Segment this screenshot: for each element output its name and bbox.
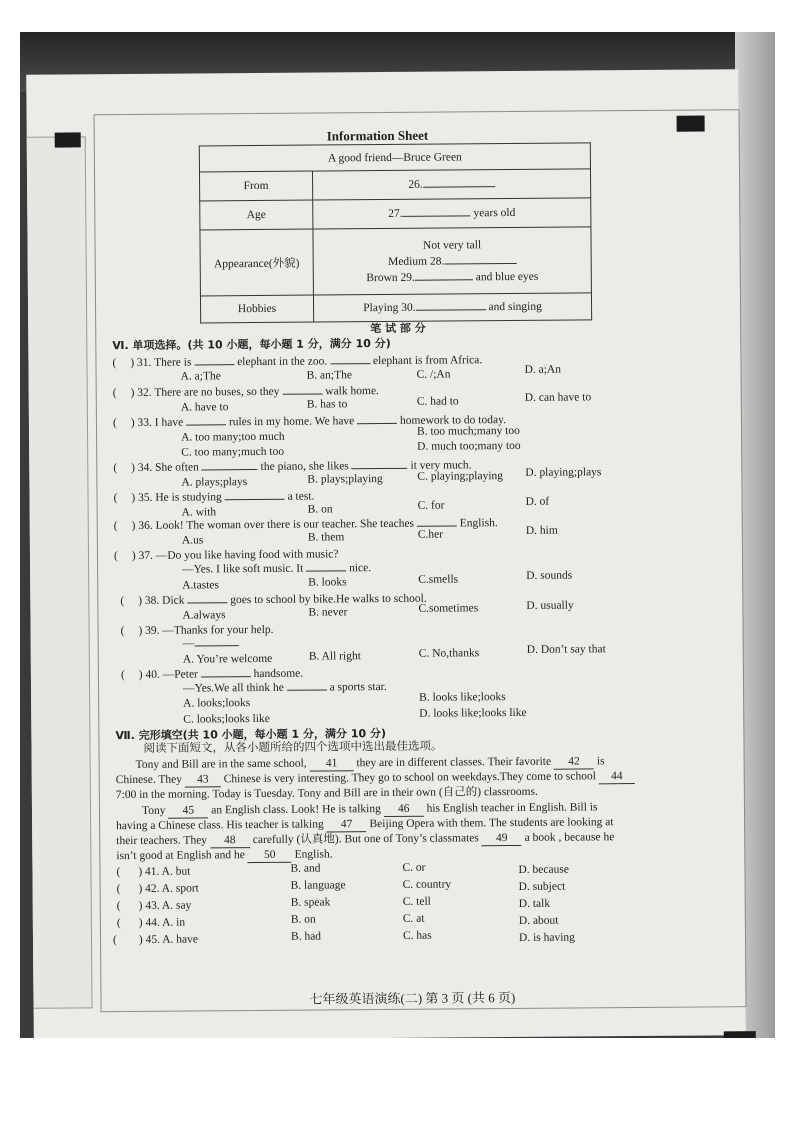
q37-option-c[interactable]: C.smells [418, 573, 459, 586]
cloze-43: ( ) 43. A. say [116, 899, 192, 913]
row-value-appearance: Not very tall Medium 28. Brown 29. and blue eyes [313, 227, 592, 295]
q34-option-a[interactable]: A. plays;plays [181, 476, 248, 489]
q37-option-a[interactable]: A.tastes [182, 579, 220, 592]
q38-option-a[interactable]: A.always [182, 609, 226, 622]
section7-heading: Ⅶ. 完形填空(共 10 小题，每小题 1 分，满分 10 分) [115, 727, 387, 743]
q35-option-c[interactable]: C. for [417, 499, 445, 512]
q38-option-b[interactable]: B. never [308, 606, 348, 619]
section6-heading: Ⅵ. 单项选择。(共 10 小题，每小题 1 分，满分 10 分) [112, 336, 391, 353]
passage-blank-46[interactable]: 46 [384, 803, 424, 817]
q36-option-c[interactable]: C.her [417, 528, 444, 541]
cloze-43-option-b[interactable]: B. speak [290, 896, 331, 909]
cloze-41-option-b[interactable]: B. and [290, 862, 321, 875]
q37-option-d[interactable]: D. sounds [526, 569, 573, 582]
section7-instruction: 阅读下面短文，从各小题所给的四个选项中选出最佳选项。 [143, 740, 443, 755]
q38-blank[interactable] [187, 602, 227, 603]
q39-option-a[interactable]: A. You’re welcome [182, 652, 273, 666]
q34-option-d[interactable]: D. playing;plays [525, 466, 602, 479]
cloze-42-option-b[interactable]: B. language [290, 879, 346, 892]
q38-option-d[interactable]: D. usually [526, 599, 574, 612]
q39-blank[interactable] [194, 645, 238, 646]
q40-stem: ( ) 40. —Peter handsome. [120, 667, 304, 682]
q32-option-c[interactable]: C. had to [416, 395, 459, 408]
passage-line-5: having a Chinese class. His teacher is talking 47 Beijing Opera with them. The students are looking at [116, 816, 614, 833]
q38-option-c[interactable]: C.sometimes [418, 602, 479, 615]
passage-line-1: Tony and Bill are in the same school, 41 they are in different classes. Their favorite 42 is [135, 755, 605, 771]
q32-option-b[interactable]: B. has to [306, 398, 348, 411]
cloze-44-option-d[interactable]: D. about [518, 914, 559, 927]
q40-blank-2[interactable] [287, 689, 327, 690]
row-label-from: From [199, 171, 312, 201]
q31-option-b[interactable]: B. an;The [306, 369, 352, 382]
q36-stem: ( ) 36. Look! The woman over there is our teacher. She teaches English. [113, 517, 498, 533]
passage-blank-47[interactable]: 47 [327, 818, 367, 832]
cloze-44-option-b[interactable]: B. on [290, 913, 316, 926]
q34-blank-2[interactable] [352, 468, 408, 469]
cloze-42: ( ) 42. A. sport [116, 882, 199, 896]
q32-stem: ( ) 32. There are no buses, so they walk home. [112, 385, 379, 400]
q35-stem: ( ) 35. He is studying a test. [113, 490, 315, 505]
cloze-43-option-c[interactable]: C. tell [402, 895, 431, 908]
left-binding-strip [27, 136, 93, 1008]
q39-option-d[interactable]: D. Don’t say that [526, 643, 606, 656]
cloze-42-option-d[interactable]: D. subject [518, 880, 566, 893]
passage-line-2: Chinese. They 43 Chinese is very interesting. They go to school on weekdays.They come to school 44 [116, 770, 635, 788]
row-label-age: Age [200, 200, 313, 230]
q37-line2: —Yes. I like soft music. It nice. [182, 562, 372, 576]
passage-line-3: 7:00 in the morning. Today is Tuesday. Tony and Bill are in their own (自己的) classrooms. [115, 785, 538, 802]
q33-blank-1[interactable] [186, 424, 226, 425]
q33-option-c[interactable]: C. too many;much too [181, 445, 285, 459]
page-footer: 七年级英语演练(二) 第 3 页 (共 6 页) [309, 989, 516, 1007]
row-value-from: 26. [312, 169, 590, 200]
q33-option-d[interactable]: D. much too;many too [417, 439, 521, 453]
q40-option-b[interactable]: B. looks like;looks [419, 691, 506, 704]
q32-option-a[interactable]: A. have to [180, 401, 229, 414]
cloze-45-option-c[interactable]: C. has [402, 929, 432, 942]
row-value-age: 27. years old [313, 198, 591, 229]
alignment-marker-bottom-right [724, 1031, 756, 1038]
q40-option-a[interactable]: A. looks;looks [183, 697, 251, 710]
passage-blank-45[interactable]: 45 [168, 804, 208, 818]
passage-blank-41[interactable]: 41 [309, 757, 353, 771]
q31-blank-2[interactable] [330, 363, 370, 364]
row-label-hobbies: Hobbies [200, 295, 313, 323]
answer-blank-30[interactable] [416, 309, 486, 311]
q36-option-b[interactable]: B. them [307, 531, 345, 544]
q33-stem: ( ) 33. I have rules in my home. We have homework to do today. [112, 414, 506, 430]
passage-line-7: isn’t good at English and he 50 English. [116, 848, 333, 863]
cloze-44-option-c[interactable]: C. at [402, 912, 425, 925]
passage-blank-42[interactable]: 42 [554, 755, 594, 769]
q31-option-c[interactable]: C. /;An [416, 368, 451, 381]
q31-stem: ( ) 31. There is elephant in the zoo. elephant is from Africa. [112, 354, 483, 370]
q33-option-b[interactable]: B. too much;many too [416, 424, 520, 438]
info-sheet-title: Information Sheet [326, 127, 429, 144]
q34-stem: ( ) 34. She often the piano, she likes it very much. [113, 459, 472, 475]
q39-stem: ( ) 39. —Thanks for your help. [120, 623, 274, 638]
q34-option-c[interactable]: C. playing;playing [417, 470, 504, 483]
passage-blank-50[interactable]: 50 [248, 849, 292, 863]
cloze-41: ( ) 41. A. but [116, 865, 191, 879]
written-part-heading: 笔 试 部 分 [370, 321, 426, 336]
cloze-42-option-c[interactable]: C. country [402, 878, 452, 891]
q34-blank-1[interactable] [202, 469, 258, 470]
answer-blank-29[interactable] [415, 279, 473, 280]
cloze-45-option-d[interactable]: D. is having [518, 931, 575, 944]
row-value-hobbies: Playing 30. and singing [313, 293, 591, 322]
q32-blank[interactable] [282, 393, 322, 394]
info-sheet-table [199, 142, 592, 323]
answer-blank-27[interactable] [403, 215, 471, 217]
passage-blank-43[interactable]: 43 [185, 773, 221, 787]
cloze-43-option-d[interactable]: D. talk [518, 897, 551, 910]
q37-option-b[interactable]: B. looks [308, 576, 347, 589]
q35-option-a[interactable]: A. with [181, 506, 217, 519]
answer-blank-28[interactable] [444, 262, 516, 264]
q38-stem: ( ) 38. Dick goes to school by bike.He walks to school. [120, 592, 427, 608]
q40-line2: —Yes.We all think he a sports star. [182, 680, 387, 695]
q39-line2: — [183, 637, 239, 650]
q36-option-d[interactable]: D. him [525, 524, 558, 537]
q31-blank-1[interactable] [194, 364, 234, 365]
q36-option-a[interactable]: A.us [181, 534, 204, 547]
q40-option-d[interactable]: D. looks like;looks like [419, 706, 527, 720]
q33-option-a[interactable]: A. too many;too much [181, 430, 285, 444]
cloze-41-option-c[interactable]: C. or [402, 861, 426, 874]
q35-option-d[interactable]: D. of [525, 495, 550, 508]
answer-blank-26[interactable] [423, 186, 495, 188]
cloze-41-option-d[interactable]: D. because [518, 863, 569, 876]
row-label-appearance: Appearance(外貌) [200, 229, 314, 296]
cloze-45: ( ) 45. A. have [112, 933, 198, 947]
passage-blank-49[interactable]: 49 [482, 832, 522, 846]
q40-blank-1[interactable] [201, 676, 251, 677]
q40-option-c[interactable]: C. looks;looks like [183, 712, 270, 726]
q31-option-a[interactable]: A. a;The [180, 370, 221, 383]
passage-line-4: Tony 45 an English class. Look! He is talking 46 his English teacher in English. Bill is [141, 801, 598, 817]
q34-option-b[interactable]: B. plays;playing [307, 473, 383, 486]
q36-blank[interactable] [417, 525, 457, 526]
q39-option-c[interactable]: C. No,thanks [418, 647, 480, 660]
q37-stem: ( ) 37. —Do you like having food with music? [113, 548, 339, 563]
q32-option-d[interactable]: D. can have to [524, 391, 592, 404]
q35-blank[interactable] [225, 499, 285, 500]
cloze-45-option-b[interactable]: B. had [290, 930, 322, 943]
exam-page [26, 69, 746, 1038]
q37-blank[interactable] [306, 570, 346, 571]
photo-background [20, 32, 775, 1038]
passage-line-6: their teachers. They 48 carefully (认真地). But one of Tony’s classmates 49 a book , because he [116, 831, 615, 848]
cloze-44: ( ) 44. A. in [116, 916, 186, 930]
alignment-marker-top-left [55, 132, 81, 147]
info-sheet-subtitle: A good friend—Bruce Green [199, 143, 590, 172]
q31-option-d[interactable]: D. a;An [524, 363, 562, 376]
q33-blank-2[interactable] [357, 423, 397, 424]
passage-blank-44[interactable]: 44 [599, 770, 635, 784]
passage-blank-48[interactable]: 48 [210, 834, 250, 848]
q35-option-b[interactable]: B. on [307, 503, 333, 516]
q39-option-b[interactable]: B. All right [308, 650, 361, 663]
